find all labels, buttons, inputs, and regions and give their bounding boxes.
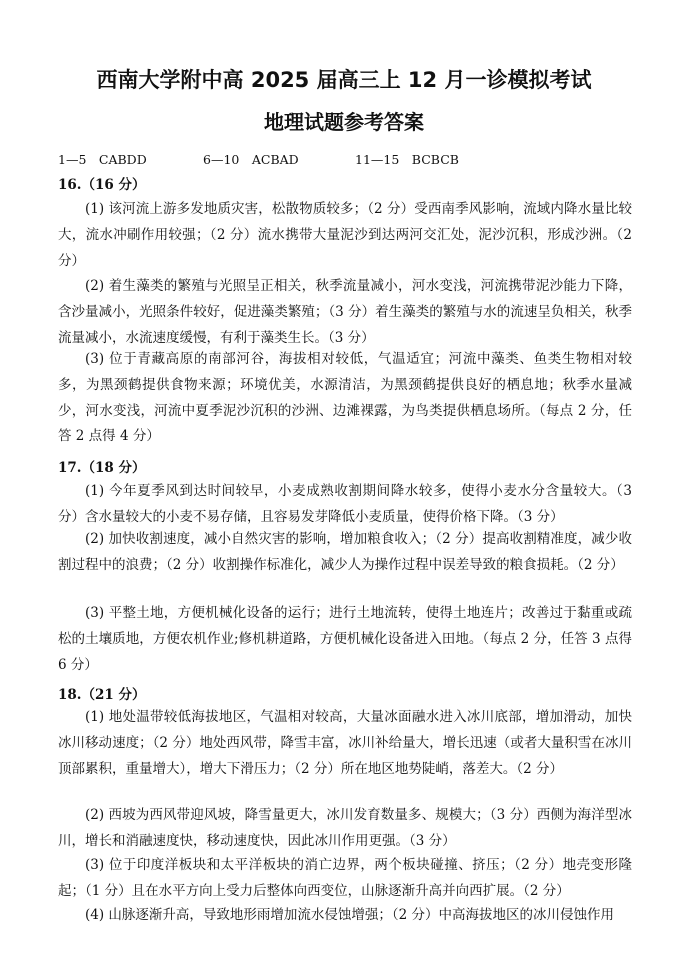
question-17-part-2: (2) 加快收割速度，减小自然灾害的影响，增加粮食收入；（2 分）提高收割精准度，减少收割过程中的浪费；（2 分）收割操作标准化，减少人为操作过程中误差导致的粮食损耗。（2 分） — [58, 531, 632, 573]
question-16-heading: 16.（16 分） — [58, 177, 146, 193]
multiple-choice-answers — [58, 150, 658, 168]
answers-group-3: 11—15 BCBCB — [355, 152, 459, 167]
question-18-part-1: (1) 地处温带较低海拔地区，气温相对较高，大量冰面融水进入冰川底部，增加滑动，加快冰川移动速度；（2 分）地处西风带，降雪丰富，冰川补给量大，增长迅速（或者大量积雪在冰川顶部累积，重量增大），增大下滑压力；（2 分）所在地区地势陡峭，落差大。（2 分） — [58, 709, 632, 777]
question-17-part-1: (1) 今年夏季风到达时间较早，小麦成熟收割期间降水较多，使得小麦水分含量较大。（3 分）含水量较大的小麦不易存储，且容易发芽降低小麦质量，使得价格下降。（3 分） — [58, 483, 632, 525]
question-17-heading: 17.（18 分） — [58, 460, 146, 476]
question-16-part-1: (1) 该河流上游多发地质灾害，松散物质较多；（2 分）受西南季风影响，流域内降水量比较大，流水冲刷作用较强；（2 分）流水携带大量泥沙到达两河交汇处，泥沙沉积，形成沙洲。（2 分） — [58, 201, 632, 269]
answers-group-1: 1—5 CABDD — [58, 152, 147, 167]
question-16-part-3: (3) 位于青藏高原的南部河谷，海拔相对较低，气温适宜；河流中藻类、鱼类生物相对较多，为黑颈鹤提供食物来源；环境优美，水源清洁，为黑颈鹤提供良好的栖息地；秋季水量减少，河水变浅，河流中夏季泥沙沉积的沙洲、边滩裸露，为鸟类提供栖息场所。（每点 2 分，任答 2 点得 4 分） — [58, 351, 632, 445]
question-16-part-2: (2) 着生藻类的繁殖与光照呈正相关，秋季流量减小，河水变浅，河流携带泥沙能力下降，含沙量减小，光照条件较好，促进藻类繁殖；（3 分）着生藻类的繁殖与水的流速呈负相关，秋季流量减小，水流速度缓慢，有利于藻类生长。（3 分） — [58, 278, 632, 346]
document-subtitle: 地理试题参考答案 — [264, 110, 424, 134]
document-title: 西南大学附中高 2025 届高三上 12 月一诊模拟考试 — [96, 68, 592, 92]
question-18-part-3: (3) 位于印度洋板块和太平洋板块的消亡边界，两个板块碰撞、挤压；（2 分）地壳变形隆起；（1 分）且在水平方向上受力后整体向西变位，山脉逐渐升高并向西扩展。（2 分） — [58, 857, 632, 899]
answers-group-2: 6—10 ACBAD — [203, 152, 299, 167]
question-17-part-3: (3) 平整土地，方便机械化设备的运行；进行土地流转，使得土地连片；改善过于黏重或疏松的土壤质地，方便农机作业;修机耕道路，方便机械化设备进入田地。（每点 2 分，任答 3 点得 6 分） — [58, 605, 632, 673]
question-18-heading: 18.（21 分） — [58, 687, 146, 703]
question-18-part-4: (4) 山脉逐渐升高，导致地形雨增加流水侵蚀增强；（2 分）中高海拔地区的冰川侵蚀作用 — [85, 907, 615, 923]
question-18-part-2: (2) 西坡为西风带迎风坡，降雪量更大，冰川发育数量多、规模大；（3 分）西侧为海洋型冰川，增长和消融速度快，移动速度快，因此冰川作用更强。（3 分） — [58, 807, 632, 849]
